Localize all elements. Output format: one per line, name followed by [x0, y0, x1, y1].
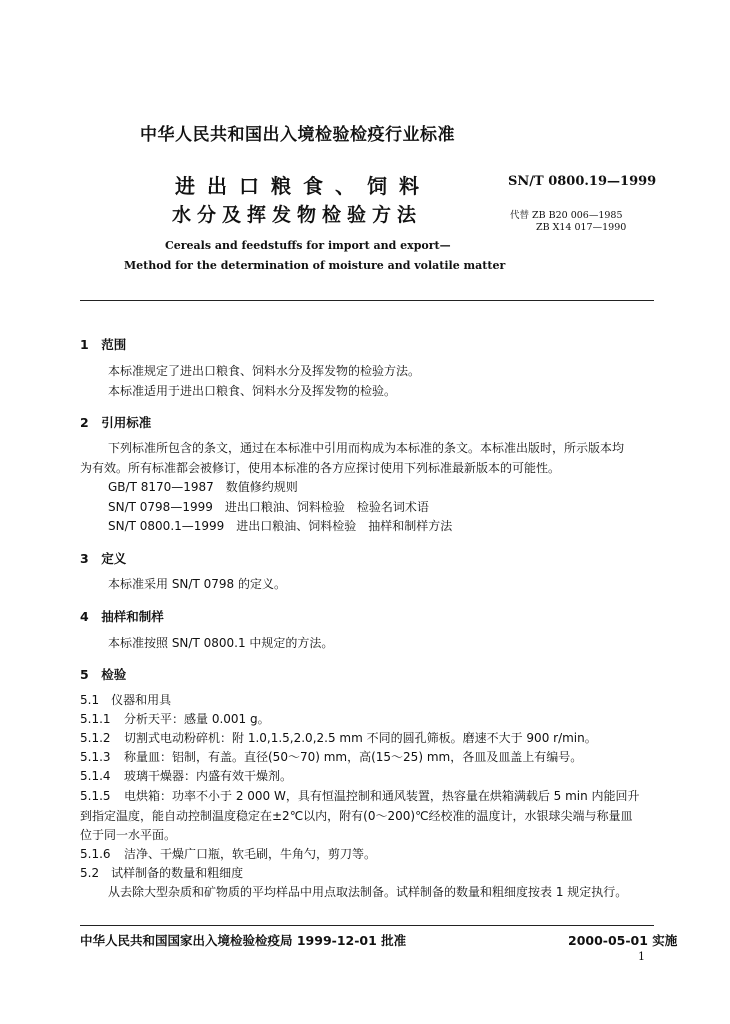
- clause-text: 切割式电动粉碎机：附 1.0,1.5,2.0,2.5 mm 不同的圆孔筛板。磨速不大于 900 r/min。: [124, 731, 597, 745]
- document-title-line2: 水分及挥发物检验方法: [172, 204, 423, 226]
- section-2-p1b: 为有效。所有标准都会被修订，使用本标准的各方应探讨使用下列标准最新版本的可能性。: [80, 461, 561, 475]
- english-title-line1: Cereals and feedstuffs for import and export—: [165, 239, 451, 252]
- replaces-block: [510, 210, 626, 234]
- section-1-heading: 1 范围: [80, 337, 127, 352]
- reference-3: SN/T 0800.1—1999 进出口粮油、饲料检验 抽样和制样方法: [108, 519, 453, 533]
- clause-5-1-6: [80, 847, 376, 861]
- clause-number: 5.1.3: [80, 750, 111, 764]
- replaces-line1: 代替 ZB B20 006—1985: [510, 210, 623, 221]
- reference-2: SN/T 0798—1999 进出口粮油、饲料检验 检验名词术语: [108, 500, 429, 514]
- subsection-5-1: 5.1 仪器和用具: [80, 693, 172, 707]
- clause-number: 5.1.1: [80, 712, 111, 726]
- subsection-5-2-p1: 从去除大型杂质和矿物质的平均样品中用点取法制备。试样制备的数量和粗细度按表 1 规定执行。: [108, 885, 628, 899]
- clause-text: 玻璃干燥器：内盛有效干燥剂。: [124, 769, 293, 783]
- clause-number: 5.1.2: [80, 731, 111, 745]
- subsection-5-2: 5.2 试样制备的数量和粗细度: [80, 866, 244, 880]
- clause-5-1-5-cont1: 到指定温度，能自动控制温度稳定在±2℃以内，附有(0～200)℃经校准的温度计，水银球尖端与称量皿: [80, 809, 633, 823]
- replaces-line2: ZB X14 017—1990: [536, 222, 627, 233]
- clause-5-1-3: [80, 750, 582, 764]
- page-number: 1: [638, 950, 645, 963]
- section-4-heading: 4 抽样和制样: [80, 609, 164, 624]
- standard-number: SN/T 0800.19—1999: [508, 174, 657, 189]
- clause-5-1-5-cont2: 位于同一水平面。: [80, 828, 177, 842]
- implementation-date: 2000-05-01 实施: [568, 933, 678, 948]
- clause-text: 洁净、干燥广口瓶，软毛刷，牛角勺，剪刀等。: [124, 847, 377, 861]
- clause-number: 5.1.4: [80, 769, 111, 783]
- clause-text: 称量皿：铝制，有盖。直径(50～70) mm，高(15～25) mm，各皿及皿盖上有编号。: [124, 750, 583, 764]
- document-title-line1: 进出口粮食、饲料: [175, 174, 431, 198]
- clause-5-1-4: [80, 769, 292, 783]
- section-5-heading: 5 检验: [80, 667, 127, 682]
- clause-number: 5.1.6: [80, 847, 111, 861]
- clause-number: 5.1.5: [80, 789, 111, 803]
- clause-5-1-1: [80, 712, 270, 726]
- industry-standard-title: 中华人民共和国出入境检验检疫行业标准: [140, 125, 455, 145]
- reference-1: GB/T 8170—1987 数值修约规则: [108, 480, 298, 494]
- clause-5-1-2: [80, 731, 597, 745]
- clause-text: 电烘箱：功率不小于 2 000 W，具有恒温控制和通风装置，热容量在烘箱满载后 5 min 内能回升: [124, 789, 640, 803]
- section-4-p1: 本标准按照 SN/T 0800.1 中规定的方法。: [108, 636, 334, 650]
- section-1-p1: 本标准规定了进出口粮食、饲料水分及挥发物的检验方法。: [108, 364, 421, 378]
- header-divider: [80, 300, 654, 301]
- clause-5-1-5: [80, 789, 640, 803]
- english-title-line2: Method for the determination of moisture and volatile matter: [124, 259, 506, 272]
- approval-line: 中华人民共和国国家出入境检验检疫局 1999-12-01 批准: [80, 933, 407, 948]
- clause-text: 分析天平：感量 0.001 g。: [124, 712, 270, 726]
- footer-divider: [80, 925, 654, 926]
- section-3-heading: 3 定义: [80, 551, 127, 566]
- section-1-p2: 本标准适用于进出口粮食、饲料水分及挥发物的检验。: [108, 384, 397, 398]
- section-3-p1: 本标准采用 SN/T 0798 的定义。: [108, 577, 286, 591]
- section-2-heading: 2 引用标准: [80, 415, 152, 430]
- section-2-p1a: 下列标准所包含的条文，通过在本标准中引用而构成为本标准的条文。本标准出版时，所示版本均: [108, 441, 625, 455]
